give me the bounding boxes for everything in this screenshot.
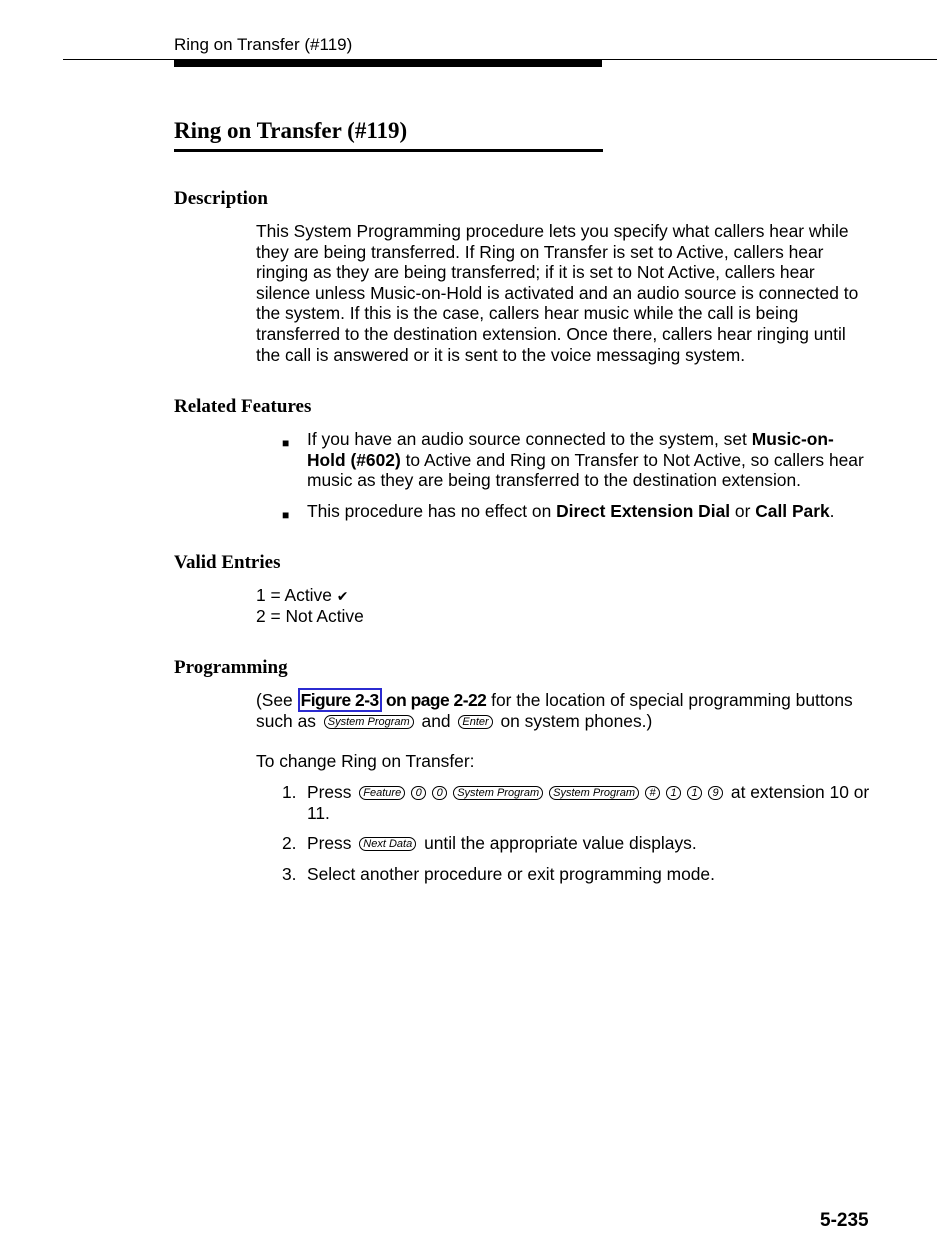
page-number: 5-235: [820, 1210, 869, 1231]
running-header: Ring on Transfer (#119): [174, 35, 353, 54]
step-number: 1.: [282, 782, 297, 802]
default-check-icon: ✔: [336, 588, 349, 604]
page-reference: on page 2-22: [381, 690, 487, 710]
bullet-mark: ■: [282, 508, 290, 522]
bullet-mark: ■: [282, 436, 290, 450]
pound-key: #: [645, 786, 660, 800]
dial-9-key: 9: [708, 786, 723, 800]
header-bar: [174, 60, 602, 67]
step-text: Press Feature 0 0 System Program System Program # 1 1 9 at extension 10 or 11.: [307, 782, 870, 823]
dial-1-key: 1: [687, 786, 702, 800]
programming-step: [282, 864, 872, 885]
dial-0-key: 0: [432, 786, 447, 800]
related-bullet-item: [282, 501, 872, 522]
next-data-key: Next Data: [359, 837, 416, 851]
related-features-heading: Related Features: [174, 396, 312, 417]
description-text: This System Programming procedure lets you specify what callers hear while they are being transferred. If Ring on Transfer is set to Active, callers hear ringing as they are being transferred; if it is set to Not Active, callers hear silence unless Music-on-Hold is activated and an audio source is connected to the system. If this is the case, callers hear music while the call is being transferred to the destination extension. Once there, callers hear ringing until the call is answered or it is sent to the voice messaging system.: [256, 221, 859, 365]
figure-2-3-link[interactable]: Figure 2-3: [298, 688, 382, 712]
valid-entry: 1 = Active ✔: [256, 585, 349, 605]
programming-step: [282, 833, 872, 854]
valid-entry: 2 = Not Active: [256, 606, 364, 626]
programming-note: (See Figure 2-3 on page 2-22 for the location of special programming buttons such as System Program and Enter on system phones.): [256, 690, 853, 731]
music-on-hold-ref: Music-on-Hold (#602): [307, 429, 834, 470]
programming-heading: Programming: [174, 657, 288, 678]
programming-intro: To change Ring on Transfer:: [256, 751, 475, 771]
valid-entries-heading: Valid Entries: [174, 552, 281, 573]
page-title: Ring on Transfer (#119): [174, 118, 408, 143]
step-number: 3.: [282, 864, 297, 884]
step-text: Select another procedure or exit programming mode.: [307, 864, 715, 884]
dial-0-key: 0: [411, 786, 426, 800]
related-item-text: This procedure has no effect on Direct Extension Dial or Call Park.: [307, 501, 835, 521]
related-bullet-item: [282, 429, 872, 491]
related-item-text: If you have an audio source connected to the system, set Music-on-Hold (#602) to Active and Ring on Transfer to Not Active, so callers hear music as they are being transferred to the destination extension.: [307, 429, 864, 491]
direct-extension-dial-ref: Direct Extension Dial: [556, 501, 731, 521]
step-number: 2.: [282, 833, 297, 853]
title-rule: [174, 149, 603, 152]
system-program-key: System Program: [453, 786, 543, 800]
programming-step: [282, 782, 872, 823]
enter-key: Enter: [458, 715, 492, 729]
system-program-key: System Program: [549, 786, 639, 800]
description-heading: Description: [174, 188, 268, 209]
dial-1-key: 1: [666, 786, 681, 800]
feature-key: Feature: [359, 786, 405, 800]
system-program-key: System Program: [324, 715, 414, 729]
call-park-ref: Call Park: [755, 501, 830, 521]
step-text: Press Next Data until the appropriate value displays.: [307, 833, 697, 853]
